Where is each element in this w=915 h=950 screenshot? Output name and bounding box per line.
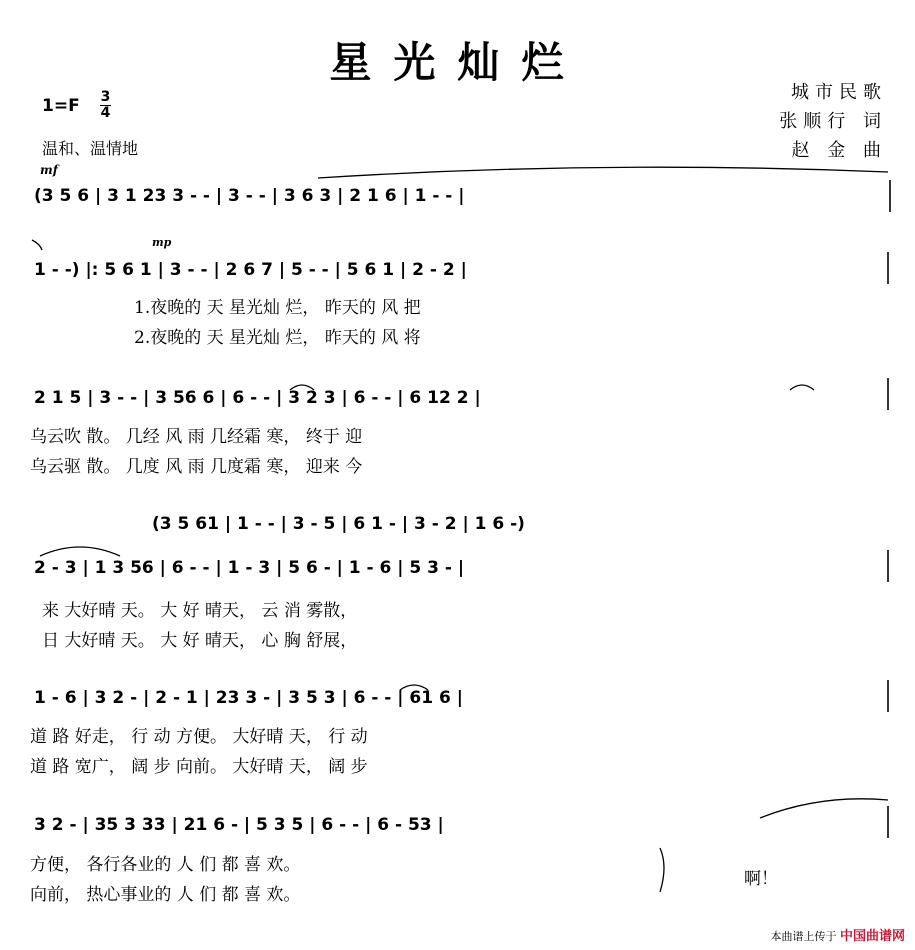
dynamic-mp: mp xyxy=(152,236,172,249)
time-signature-top: 3 xyxy=(100,89,111,105)
notes-row-2: 1 - -) |: 5 6 1 | 3 - - | 2 6 7 | 5 - - | 5 6 1 | 2 - 2 | xyxy=(34,260,467,280)
lyric-row-7-verse-1: 方便， 各行各业的 人 们 都 喜 欢。 xyxy=(30,855,301,875)
notes-row-6: 1 - 6 | 3 2 - | 2 - 1 | 23 3 - | 3 5 3 | 6 - - | 61 6 | xyxy=(34,688,463,708)
notes-row-1: (3 5 6 | 3 1 23 3 - - | 3 - - | 3 6 3 | 2 1 6 | 1 - - | xyxy=(34,186,465,206)
slur-row-7 xyxy=(760,799,888,818)
verse-bracket xyxy=(660,848,664,892)
lyric-row-5-verse-2: 日 大好晴 天。 大 好 晴天， 心 胸 舒展， xyxy=(42,631,358,651)
slur-row-2 xyxy=(32,240,42,250)
slur-row-6 xyxy=(400,685,428,690)
time-signature-bottom: 4 xyxy=(100,105,111,121)
lyric-row-5-verse-1: 来 大好晴 天。 大 好 晴天， 云 消 雾散， xyxy=(42,601,358,621)
lyric-row-3-verse-2: 乌云驱 散。 几度 风 雨 几度霜 寒， 迎来 今 xyxy=(30,457,363,477)
lyric-row-2-verse-2: 2.夜晚的 天 星光灿 烂， 昨天的 风 将 xyxy=(134,328,421,348)
slur-row-5 xyxy=(40,547,120,556)
lyric-row-2-verse-1: 1.夜晚的 天 星光灿 烂， 昨天的 风 把 xyxy=(134,298,421,318)
page-title: 星光灿烂 xyxy=(329,38,586,87)
tempo-marking: 温和、温情地 xyxy=(42,139,139,158)
dynamic-mf: mf xyxy=(40,163,58,177)
credit-genre: 城市民歌 xyxy=(791,82,887,103)
credit-composer: 赵 金 曲 xyxy=(791,140,887,161)
slur-row-3-a xyxy=(290,385,314,390)
notes-row-4: (3 5 61 | 1 - - | 3 - 5 | 6 1 - | 3 - 2 | 1 6 -) xyxy=(152,514,525,534)
footer-brand-link[interactable]: 中国曲谱网 xyxy=(839,929,905,944)
notes-row-7: 3 2 - | 35 3 33 | 21 6 - | 5 3 5 | 6 - - | 6 - 53 | xyxy=(34,815,444,835)
lyric-row-3-verse-1: 乌云吹 散。 几经 风 雨 几经霜 寒， 终于 迎 xyxy=(30,427,363,447)
lyric-row-6-verse-2: 道 路 宽广， 阔 步 向前。 大好晴 天， 阔 步 xyxy=(30,757,368,777)
key-signature: 1=F xyxy=(42,96,80,116)
lyric-row-7-verse-2: 向前， 热心事业的 人 们 都 喜 欢。 xyxy=(30,885,301,905)
slur-row-1 xyxy=(318,167,888,178)
lyric-row-6-verse-1: 道 路 好走， 行 动 方便。 大好晴 天， 行 动 xyxy=(30,727,368,747)
footer-text: 本曲谱上传于 xyxy=(770,930,837,943)
notes-row-3: 2 1 5 | 3 - - | 3 56 6 | 6 - - | 3 2 3 | 6 - - | 6 12 2 | xyxy=(34,388,481,408)
notes-row-5: 2 - 3 | 1 3 56 | 6 - - | 1 - 3 | 5 6 - | 1 - 6 | 5 3 - | xyxy=(34,558,465,578)
footer xyxy=(770,925,905,944)
slur-row-3-b xyxy=(790,385,814,390)
credit-lyricist: 张顺行 词 xyxy=(779,111,887,132)
coda-lyric: 啊！ xyxy=(744,869,778,889)
